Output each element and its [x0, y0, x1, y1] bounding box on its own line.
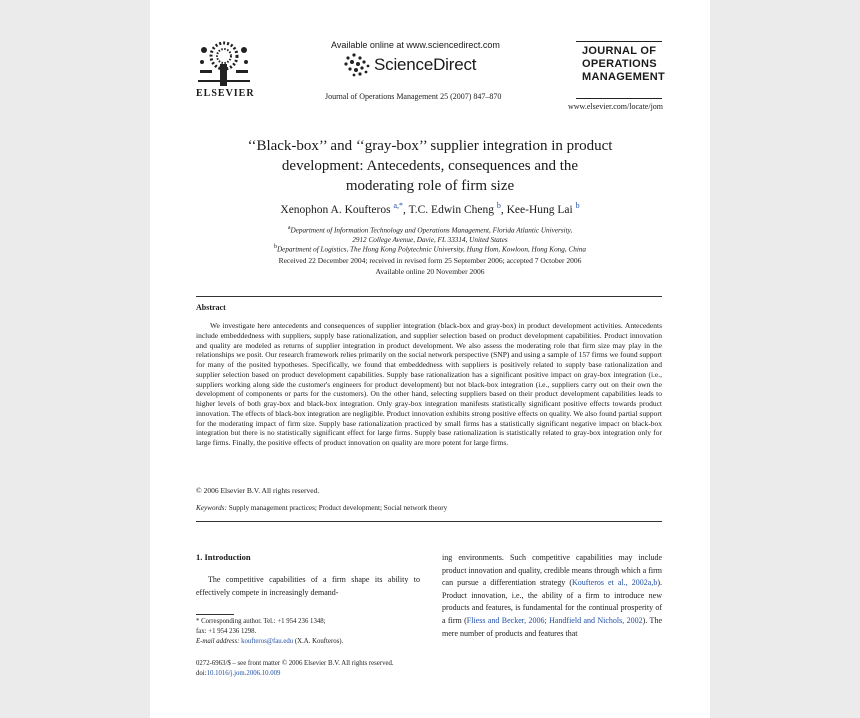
affiliation-line: Department of Logistics, The Hong Kong Polytechnic University, Hung Hom, Kowloon, Hong Kong, China — [276, 245, 587, 254]
journal-logo-line: JOURNAL OF — [582, 45, 657, 57]
paper-page — [150, 0, 710, 718]
email-link[interactable]: koufteros@fau.edu — [241, 638, 294, 645]
introduction-column-left: The competitive capabilities of a firm shape its ability to effectively compete in increasingly demand- — [196, 575, 420, 597]
author-name: Kee-Hung Lai — [506, 203, 573, 216]
journal-url: www.elsevier.com/locate/jom — [568, 102, 664, 111]
author-list: Xenophon A. Koufteros $^{a,*}$, T.C. Edwin Cheng $^b$, Kee-Hung Lai $^b$ — [280, 201, 580, 216]
author-name: T.C. Edwin Cheng — [408, 203, 494, 216]
keywords — [196, 504, 447, 512]
affiliation-marker: a — [287, 225, 291, 231]
available-online-text: Available online at www.sciencedirect.com — [331, 40, 500, 50]
available-date: Available online 20 November 2006 — [375, 267, 485, 276]
abstract-top-rule — [196, 296, 662, 297]
journal-logo — [582, 45, 666, 84]
footnote-phone: * Corresponding author. Tel.: +1 954 236 1348; — [196, 618, 326, 625]
email-suffix: (X.A. Koufteros). — [294, 638, 344, 645]
footnote-rule — [196, 614, 234, 615]
affiliation-b — [190, 242, 670, 254]
journal-logo-line: MANAGEMENT — [582, 71, 666, 83]
intro-text: ). The mere number of products and features that — [442, 615, 662, 638]
front-matter-info — [196, 659, 394, 679]
keywords-label: Keywords: — [196, 504, 227, 512]
sciencedirect-wordmark: ScienceDirect — [374, 55, 477, 74]
doi-link[interactable]: 10.1016/j.jom.2006.10.009 — [206, 670, 281, 677]
author-affiliation-link[interactable]: b — [575, 201, 580, 210]
abstract-heading: Abstract — [196, 303, 226, 312]
affiliation-line: 2912 College Avenue, Davie, FL 33314, United States — [352, 236, 508, 245]
citation-link[interactable]: Fliess and Becker, 2006; Handfield and Nichols, 2002 — [466, 615, 643, 625]
abstract-copyright: © 2006 Elsevier B.V. All rights reserved. — [196, 486, 320, 495]
elsevier-tree-logo — [196, 40, 252, 88]
citation-link[interactable]: Koufteros et al., 2002a,b — [571, 578, 658, 588]
title-line: ‘‘Black-box’’ and ‘‘gray-box’’ supplier integration in product — [247, 138, 613, 154]
author-name: Xenophon A. Koufteros — [280, 203, 391, 216]
email-label: E-mail address: — [196, 638, 240, 645]
abstract-text: We investigate here antecedents and consequences of supplier integration (black-box and gray-box) in product development activities. Antecedents include embeddedness with suppliers, supply base rationalization, and supplier selection based on product development capabilities. Product innovation and quality are modeled as returns of supplier integration in product development. We also assess the moderating role that firm size may play in the relationships we posit. Our research framework relies primarily on the social network perspective (SNP) and using a sample of 157 firms we found support for many of the posited hypotheses. Specifically, we found that embeddedness with suppliers is positively related to supply base rationalization and supplier selection based on product development capabilities. Supply base rationalization has a significant positive impact on gray-box integration (i.e., suppliers working along side the customer's engineers for product development) but not black-box integration (i.e., suppliers carry out on their own the development of components or parts for the customers). On the other hand, selecting suppliers based on their product development capabilities leads to higher levels of both gray-box and black-box integration. Only gray-box integration manifests statistically significant positive effects towards product innovation. The effects of black-box integration are negligible. Product innovation exhibits strong positive effects on quality. We also found partial support for the moderating impact of firm size. Supply base rationalization practiced by small firms has a statistically significant negative impact on black-box integration but there is no statistically significant effect for large firms. Supply base rationalization is statistically related to gray-box integration only for large firms. Finally, the positive effects of product innovation on quality are more potent for large firms. — [196, 321, 662, 447]
author-affiliation-link[interactable]: a,* — [393, 201, 404, 210]
intro-text: ing environments. Such competitive capabilities may include product innovation and quality, credible means through which a firm can pursue a differentiation strategy ( — [442, 553, 662, 588]
doi-label: doi: — [196, 670, 207, 677]
elsevier-wordmark: ELSEVIER — [196, 88, 255, 99]
author-affiliation-link[interactable]: b — [496, 201, 501, 210]
introduction-heading: 1. Introduction — [196, 552, 251, 562]
title-line: moderating role of firm size — [345, 178, 515, 194]
journal-logo-line: OPERATIONS — [582, 58, 657, 70]
article-dates — [190, 255, 670, 277]
received-dates: Received 22 December 2004; received in revised form 25 September 2006; accepted 7 October 2006 — [278, 256, 582, 265]
affiliation-line: Department of Information Technology and Operations Management, Florida Atlantic University, — [290, 226, 573, 235]
title-line: development: Antecedents, consequences and the — [281, 158, 579, 174]
abstract-bottom-rule — [196, 521, 662, 522]
intro-text: ). Product innovation, i.e., the ability of a firm to introduce new products and features, is fundamental for the continual prosperity of a firm ( — [442, 578, 662, 625]
corresponding-author-footnote — [196, 617, 420, 647]
footnote-fax: fax: +1 954 236 1298. — [196, 628, 257, 635]
article-title — [190, 136, 670, 196]
journal-citation: Journal of Operations Management 25 (2007) 847–870 — [325, 92, 502, 101]
introduction-column-right — [442, 552, 662, 640]
affiliation-marker: b — [273, 244, 277, 250]
keywords-list: Supply management practices; Product development; Social network theory — [228, 504, 448, 512]
front-matter-line: 0272-6963/$ – see front matter © 2006 Elsevier B.V. All rights reserved. — [196, 660, 394, 667]
